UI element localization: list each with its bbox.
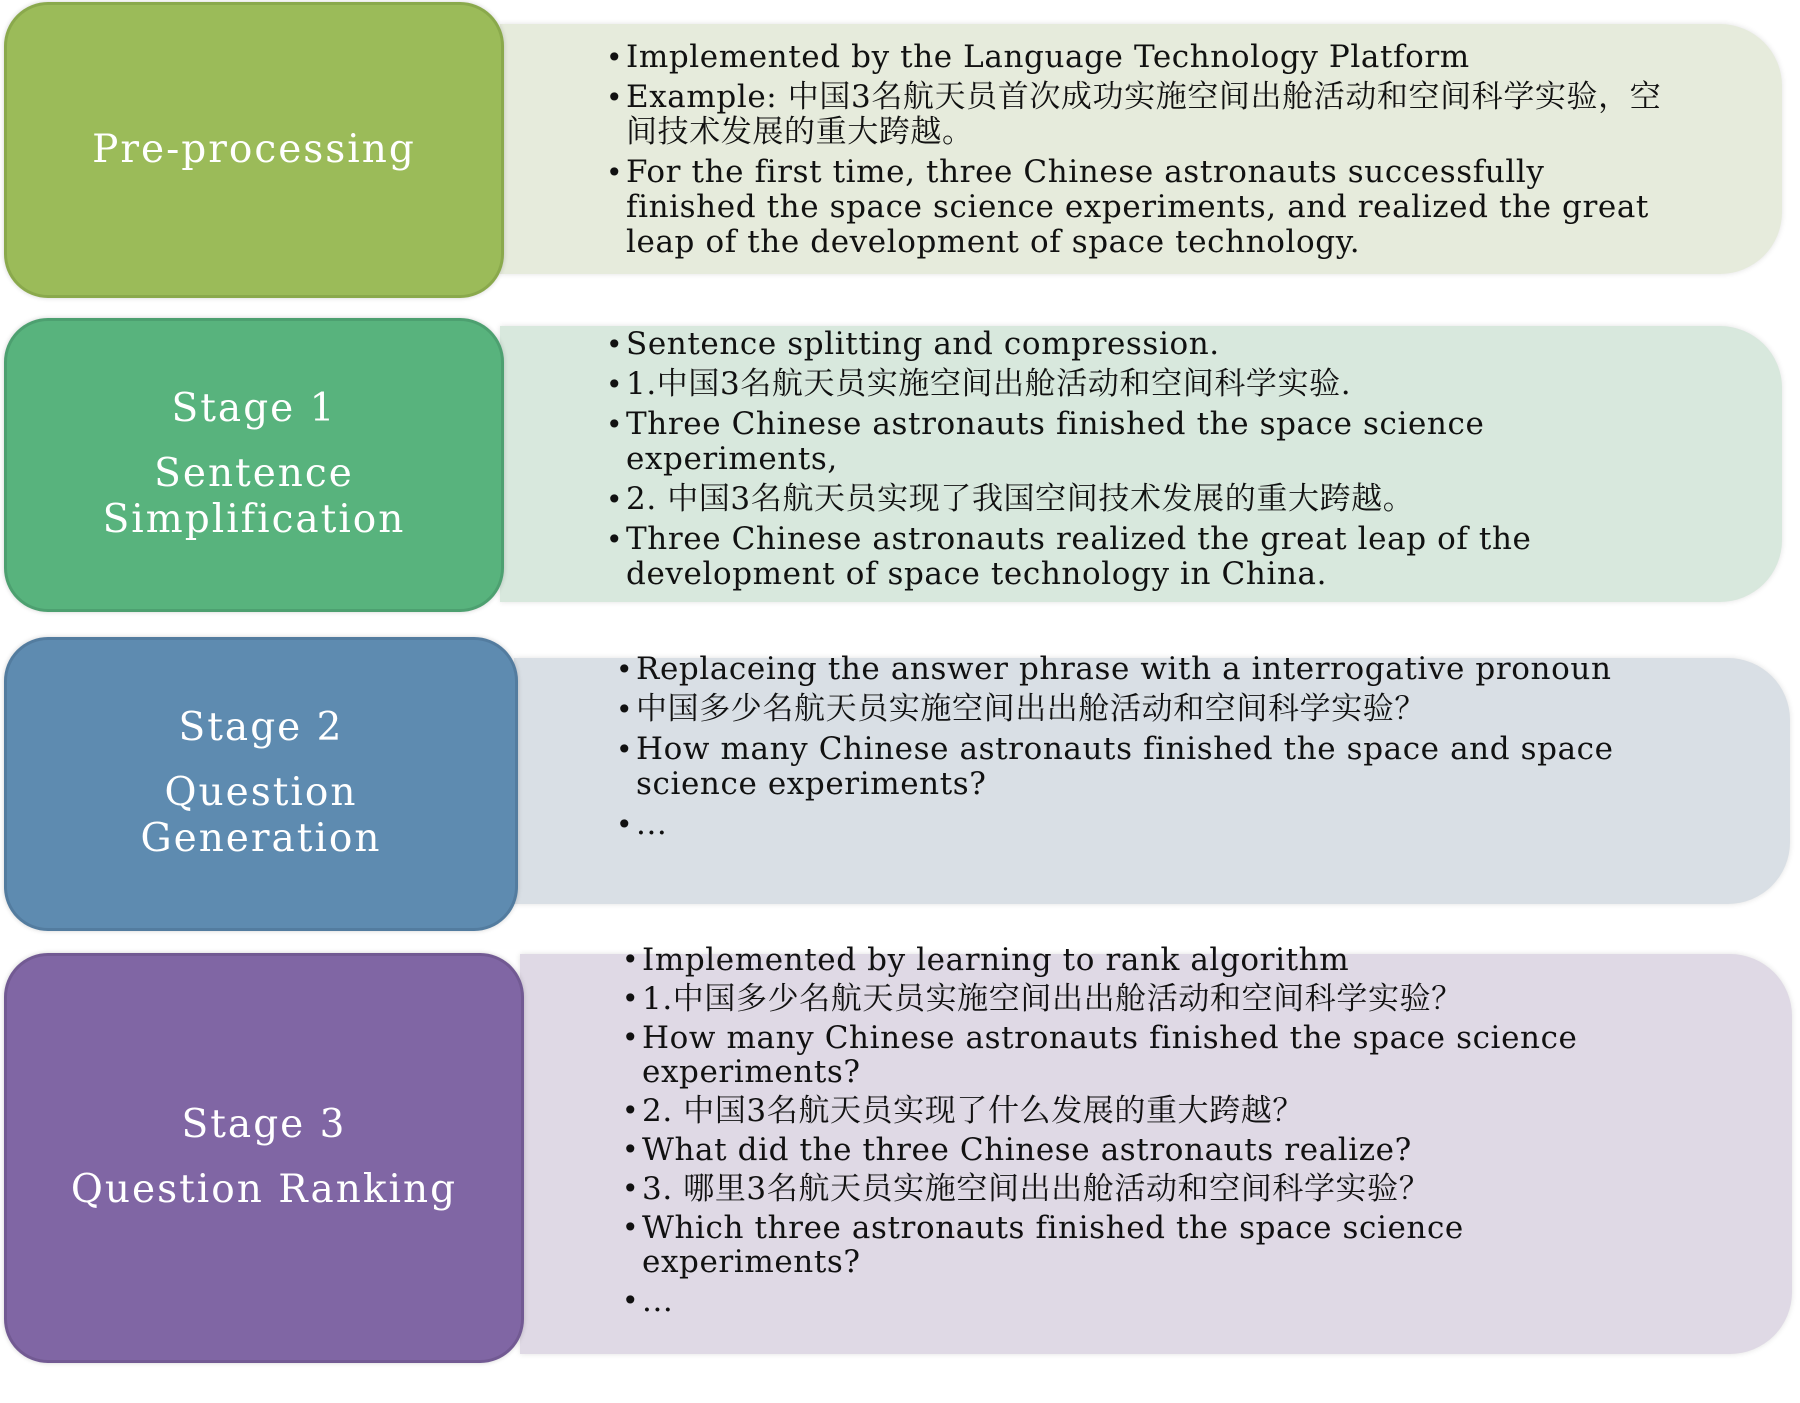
stage-3-label-box bbox=[4, 953, 524, 1363]
list-item: • 1.中国多少名航天员实施空间出出舱活动和空间科学实验？ bbox=[622, 982, 1682, 1016]
stage-1-subtitle-line1: Sentence bbox=[154, 451, 354, 497]
stage-2-subtitle-line2: Generation bbox=[140, 815, 382, 861]
list-item: • Implemented by the Language Technology Platform bbox=[606, 40, 1681, 75]
list-item: • How many Chinese astronauts finished the space and space science experiments? bbox=[616, 732, 1686, 802]
preprocessing-bullets bbox=[606, 40, 1681, 265]
stage-3-bullets bbox=[622, 943, 1682, 1323]
list-item: • Three Chinese astronauts realized the great leap of the development of space technology in China. bbox=[606, 522, 1681, 592]
stage-2-bullets bbox=[616, 652, 1686, 847]
stage-1-bullets bbox=[606, 327, 1681, 597]
list-item: • Sentence splitting and compression. bbox=[606, 327, 1681, 362]
list-item: • Replaceing the answer phrase with a interrogative pronoun bbox=[616, 652, 1686, 687]
stage-1-title: Stage 1 bbox=[171, 386, 337, 432]
list-item: • For the first time, three Chinese astronauts successfully finished the space science experiments, and realized the great leap of the development of space technology. bbox=[606, 155, 1681, 260]
stage-3-title: Stage 3 bbox=[181, 1102, 347, 1148]
stage-2-label-box bbox=[4, 637, 518, 931]
list-item: • Which three astronauts finished the space science experiments? bbox=[622, 1211, 1682, 1279]
stage-1-subtitle-line2: Simplification bbox=[102, 496, 406, 542]
list-item: • ... bbox=[622, 1284, 1682, 1318]
list-item: • 中国多少名航天员实施空间出出舱活动和空间科学实验？ bbox=[616, 692, 1686, 727]
list-item: • 1.中国3名航天员实施空间出舱活动和空间科学实验. bbox=[606, 367, 1681, 402]
stage-2-title: Stage 2 bbox=[178, 705, 344, 751]
list-item: • 2. 中国3名航天员实现了什么发展的重大跨越？ bbox=[622, 1094, 1682, 1128]
preprocessing-label-box bbox=[4, 2, 504, 298]
list-item: • How many Chinese astronauts finished the space science experiments? bbox=[622, 1021, 1682, 1089]
list-item: • What did the three Chinese astronauts realize? bbox=[622, 1133, 1682, 1167]
list-item: • Implemented by learning to rank algorithm bbox=[622, 943, 1682, 977]
stage-3-subtitle: Question Ranking bbox=[70, 1167, 458, 1212]
list-item: • 2. 中国3名航天员实现了我国空间技术发展的重大跨越。 bbox=[606, 482, 1681, 517]
list-item: • Three Chinese astronauts finished the space science experiments, bbox=[606, 407, 1681, 477]
list-item: • ... bbox=[616, 807, 1686, 842]
stage-2-subtitle-line1: Question bbox=[164, 770, 358, 816]
preprocessing-label: Pre-processing bbox=[92, 126, 416, 172]
list-item: • 3. 哪里3名航天员实施空间出出舱活动和空间科学实验？ bbox=[622, 1172, 1682, 1206]
stage-1-label-box bbox=[4, 318, 504, 612]
list-item: • Example: 中国3名航天员首次成功实施空间出舱活动和空间科学实验，空间技术发展的重大跨越。 bbox=[606, 80, 1681, 150]
